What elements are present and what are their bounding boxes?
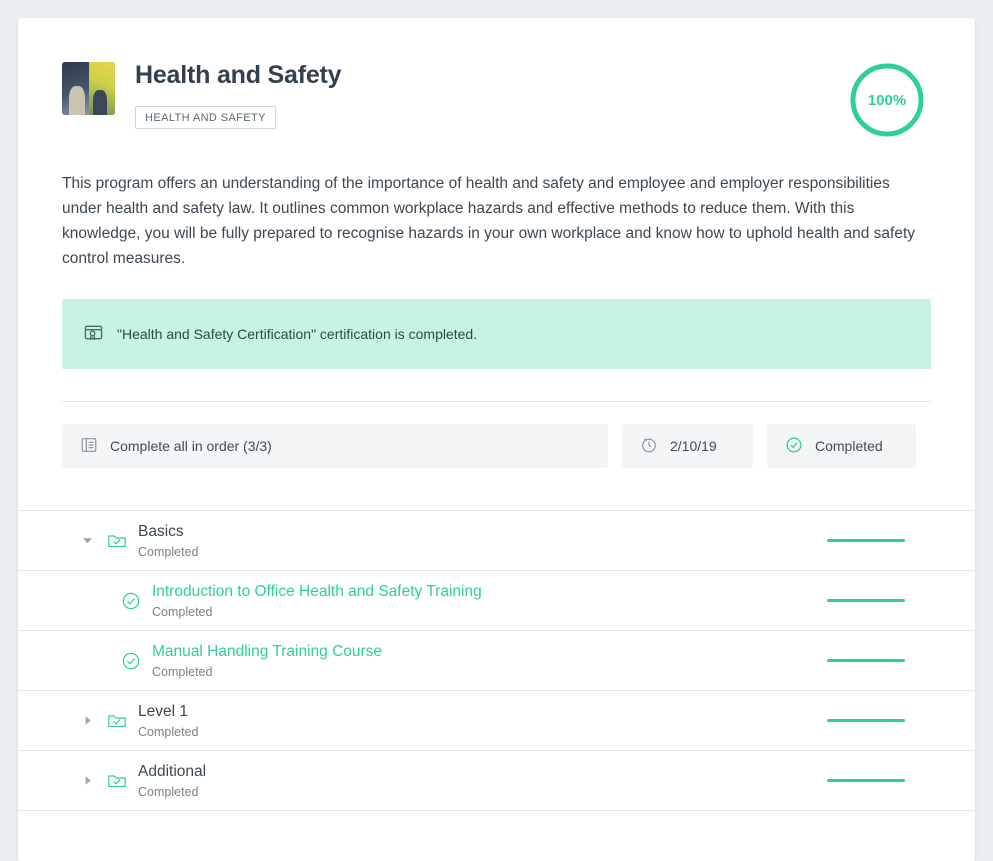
list-item-title: Basics (138, 522, 184, 540)
list-item-progress-bar (827, 779, 905, 782)
chevron-right-icon[interactable] (78, 775, 96, 786)
list-item-status: Completed (138, 544, 199, 559)
certificate-icon (84, 323, 103, 345)
course-description: This program offers an understanding of the importance of health and safety and employee and employer responsibilities under health and safety law. It outlines common workplace hazards and effective methods to reduce them. With this knowledge, you will be fully prepared to recognise hazards in your own workplace and know how to uphold health and safety control measures. (62, 175, 916, 268)
due-date-box (622, 424, 753, 468)
category-tag[interactable]: HEALTH AND SAFETY (135, 106, 276, 129)
folder-check-icon (106, 771, 128, 791)
folder-check-icon (106, 531, 128, 551)
list-item[interactable] (18, 511, 975, 571)
folder-check-icon (106, 711, 128, 731)
status-badge: Completed (815, 438, 883, 455)
course-header (62, 58, 931, 129)
progress-percent-label: 100% (867, 91, 907, 109)
list-item[interactable] (18, 751, 975, 811)
list-item-text (138, 523, 827, 559)
list-item-title[interactable]: Manual Handling Training Course (152, 642, 383, 660)
course-card (18, 18, 975, 861)
progress-ring (847, 60, 927, 140)
certification-notice-text: "Health and Safety Certification" certification is completed. (117, 326, 478, 343)
due-date-label: 2/10/19 (670, 438, 717, 455)
clock-icon (640, 436, 658, 457)
course-title-block (135, 58, 341, 129)
list-item-status: Completed (138, 784, 199, 799)
check-circle-icon (785, 436, 803, 457)
list-item[interactable] (18, 571, 975, 631)
status-box (767, 424, 916, 468)
list-item-title[interactable]: Introduction to Office Health and Safety Training (152, 582, 482, 600)
completion-order-label: Complete all in order (3/3) (110, 438, 272, 455)
section-divider (62, 401, 931, 402)
tag-row (135, 106, 341, 129)
thumbnail-figure-right (93, 90, 107, 115)
list-item-progress-bar (827, 659, 905, 662)
thumbnail-figure-left (69, 86, 85, 115)
list-item-status: Completed (138, 724, 199, 739)
list-item-text (152, 643, 827, 679)
certification-notice (62, 299, 931, 369)
list-item[interactable] (18, 631, 975, 691)
list-item-title: Additional (138, 762, 207, 780)
course-thumbnail (62, 62, 115, 115)
ordered-list-icon (80, 436, 98, 457)
list-item[interactable] (18, 691, 975, 751)
list-item-text (138, 763, 827, 799)
list-item-text (152, 583, 827, 619)
chevron-down-icon[interactable] (78, 535, 96, 546)
list-item-status: Completed (152, 664, 213, 679)
list-item-text (138, 703, 827, 739)
course-card-body (18, 18, 975, 468)
page-title: Health and Safety (135, 61, 342, 89)
list-item-status: Completed (152, 604, 213, 619)
course-meta-row (62, 424, 931, 468)
completion-order-box (62, 424, 608, 468)
check-circle-icon (120, 651, 142, 671)
chevron-right-icon[interactable] (78, 715, 96, 726)
list-item-progress-bar (827, 719, 905, 722)
list-item-progress-bar (827, 539, 905, 542)
list-item-progress-bar (827, 599, 905, 602)
check-circle-icon (120, 591, 142, 611)
curriculum-list (18, 510, 975, 811)
list-item-title: Level 1 (138, 702, 188, 720)
